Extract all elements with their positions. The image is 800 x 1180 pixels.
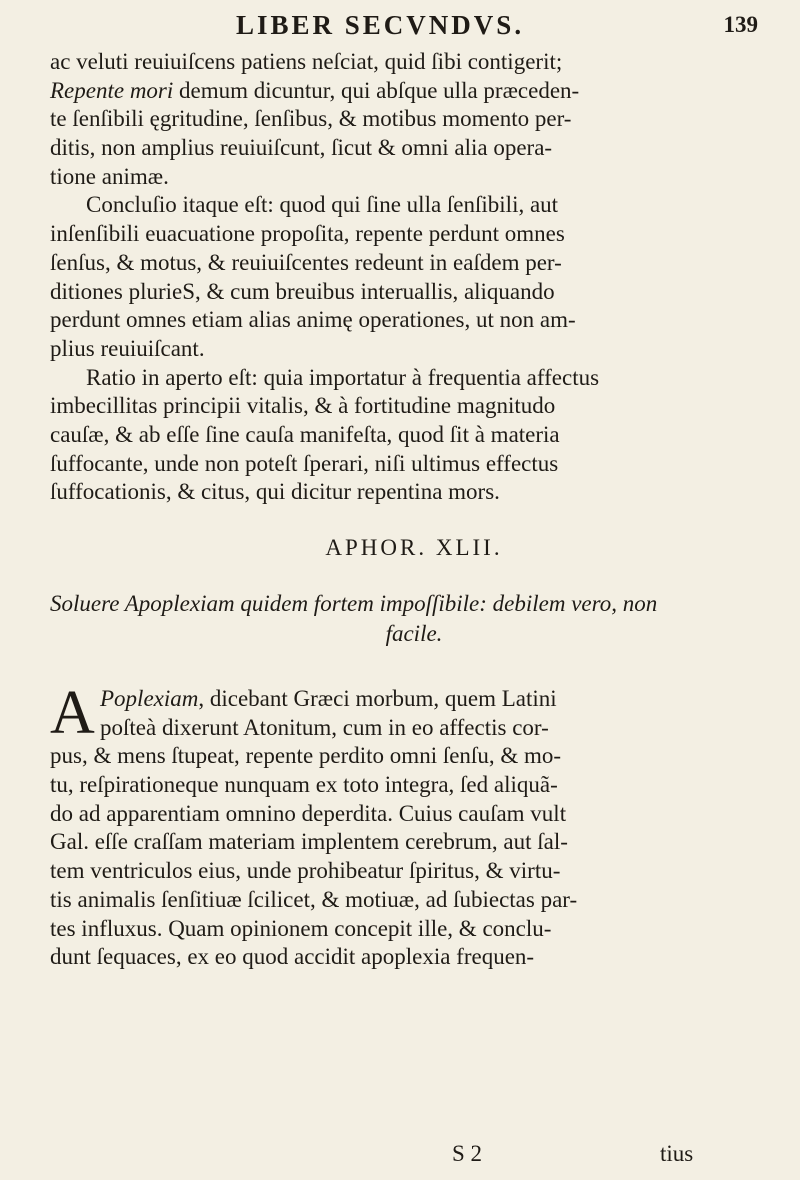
text-line	[50, 163, 778, 192]
text-line: pus, & mens ſtupeat, repente perdito omni ſenſu, & mo-	[50, 743, 562, 769]
line-text: , dicebant Græci morbum, quem Latini	[198, 686, 557, 711]
text-line: dunt ſequaces, ex eo quod accidit apoplexia frequen-	[50, 944, 535, 970]
signature-mark: S 2	[452, 1141, 483, 1166]
text-line: tis animalis ſenſitiuæ ſcilicet, & motiuæ, ad ſubiectas par-	[50, 886, 578, 912]
text-line: cauſæ, & ab eſſe ſine cauſa manifeſta, quod ſit à materia	[50, 421, 560, 447]
text-line: ditiones plurieS, & cum breuibus interuallis, aliquando	[50, 278, 555, 304]
page-number: 139	[723, 12, 758, 37]
page-footer	[0, 1141, 800, 1171]
aphorism-text	[50, 589, 778, 649]
line-text: tione animæ.	[50, 163, 169, 189]
text-line	[50, 134, 778, 163]
aphorism-line: Soluere Apoplexiam quidem fortem impoſſibile: debilem vero, non	[50, 591, 658, 616]
line-text: ac veluti reuiuiſcens patiens neſciat, quid ſibi contigerit;	[50, 49, 563, 74]
text-line	[50, 48, 778, 77]
italic-phrase: Poplexiam	[100, 686, 199, 711]
text-line: Concluſio itaque eſt: quod qui ſine ulla ſenſibili, aut	[86, 192, 559, 218]
text-line: ſuffocante, unde non poteſt ſperari, niſi ultimus effectus	[50, 450, 559, 476]
running-head: LIBER SECVNDVS.	[236, 10, 525, 40]
text-line: imbecillitas principii vitalis, & à fortitudine magnitudo	[50, 393, 556, 419]
text-line: tu, reſpirationeque nunquam ex toto integra, ſed aliquã-	[50, 772, 558, 798]
page-body	[50, 48, 778, 972]
drop-cap: A	[50, 679, 95, 747]
aphorism-line: facile.	[385, 621, 443, 646]
line-text: ditis, non amplius reuiuiſcunt, ſicut & omni alia opera-	[50, 135, 553, 161]
italic-phrase: Repente mori	[50, 77, 174, 103]
text-line	[50, 714, 778, 743]
text-line: Ratio in aperto eſt: quia importatur à frequentia affectus	[86, 364, 600, 390]
intro-paragraph	[50, 48, 778, 191]
page-header	[0, 10, 800, 50]
text-line: tes influxus. Quam opinionem concepit ille, & conclu-	[50, 915, 552, 941]
conclusio-paragraph	[50, 191, 778, 363]
line-text: demum dicuntur, qui abſque ulla præceden-	[173, 77, 580, 103]
line-text: poſteà dixerunt Atonitum, cum in eo affectis cor-	[100, 714, 549, 740]
text-line: do ad apparentiam omnino deperdita. Cuius cauſam vult	[50, 800, 567, 826]
aphorism-heading: APHOR. XLII.	[325, 535, 503, 560]
text-line	[50, 685, 778, 714]
text-line: ſenſus, & motus, & reuiuiſcentes redeunt in eaſdem per-	[50, 249, 562, 275]
commentary-paragraph	[50, 679, 778, 972]
text-line: plius reuiuiſcant.	[50, 335, 205, 361]
ratio-paragraph	[50, 364, 778, 507]
catchword: tius	[660, 1141, 694, 1166]
line-text: te ſenſibili ęgritudine, ſenſibus, & motibus momento per-	[50, 106, 572, 132]
text-line: inſenſibili euacuatione propoſita, repente perdunt omnes	[50, 221, 565, 247]
text-line: Gal. eſſe craſſam materiam implentem cerebrum, aut ſal-	[50, 829, 568, 855]
text-line: perdunt omnes etiam alias animę operationes, ut non am-	[50, 307, 576, 333]
text-line: tem ventriculos eius, unde prohibeatur ſpiritus, & virtu-	[50, 858, 561, 884]
text-line: ſuffocationis, & citus, qui dicitur repentina mors.	[50, 479, 500, 505]
text-line	[50, 105, 778, 134]
text-line	[50, 77, 778, 106]
